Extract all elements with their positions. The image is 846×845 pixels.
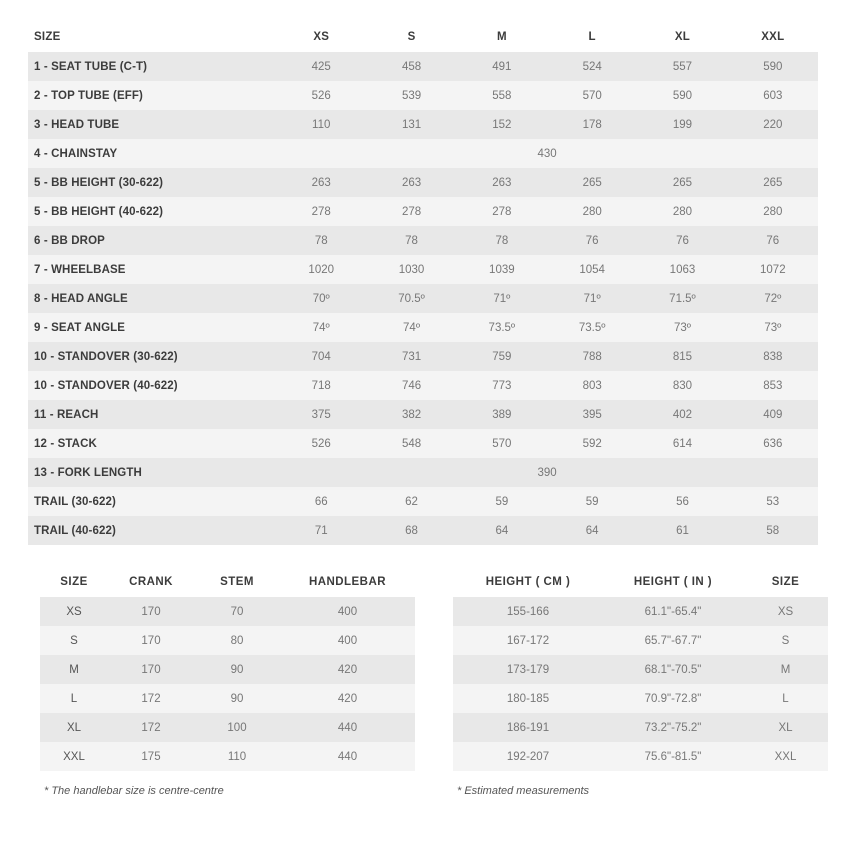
row-label: 6 - BB DROP: [28, 226, 276, 255]
table-row: [453, 684, 828, 713]
heights-header-cm: HEIGHT ( CM ): [453, 567, 603, 597]
row-value: 526: [276, 429, 366, 458]
row-value: 773: [457, 371, 547, 400]
row-value: 548: [366, 429, 456, 458]
components-block: [40, 567, 415, 797]
geometry-header-s: S: [366, 22, 456, 52]
row-value: 263: [366, 168, 456, 197]
row-value: 409: [728, 400, 818, 429]
row-label: 4 - CHAINSTAY: [28, 139, 276, 168]
row-value: 78: [276, 226, 366, 255]
row-height-cm: 155-166: [453, 597, 603, 626]
row-value: 76: [547, 226, 637, 255]
row-value: 557: [637, 52, 727, 81]
row-value: 78: [366, 226, 456, 255]
row-label: 9 - SEAT ANGLE: [28, 313, 276, 342]
row-value: 524: [547, 52, 637, 81]
table-row: [40, 655, 415, 684]
row-height-cm: 192-207: [453, 742, 603, 771]
table-row: [453, 597, 828, 626]
row-value: 1039: [457, 255, 547, 284]
row-crank: 170: [108, 626, 194, 655]
row-crank: 170: [108, 655, 194, 684]
row-value: 278: [366, 197, 456, 226]
row-height-in: 75.6"-81.5": [603, 742, 743, 771]
row-label: 12 - STACK: [28, 429, 276, 458]
row-value: 853: [728, 371, 818, 400]
row-value: 61: [637, 516, 727, 545]
table-row: [28, 226, 818, 255]
components-header-size: SIZE: [40, 567, 108, 597]
row-label: 10 - STANDOVER (40-622): [28, 371, 276, 400]
row-size: L: [40, 684, 108, 713]
components-table-header: [40, 567, 415, 597]
heights-table: [453, 567, 828, 771]
geometry-header-xs: XS: [276, 22, 366, 52]
table-row: [28, 168, 818, 197]
row-value: 590: [637, 81, 727, 110]
row-size: XL: [743, 713, 828, 742]
geometry-header-xxl: XXL: [728, 22, 818, 52]
row-label: 13 - FORK LENGTH: [28, 458, 276, 487]
row-value: 788: [547, 342, 637, 371]
row-value: 1030: [366, 255, 456, 284]
row-stem: 110: [194, 742, 280, 771]
heights-header-in: HEIGHT ( IN ): [603, 567, 743, 597]
row-label: 5 - BB HEIGHT (40-622): [28, 197, 276, 226]
row-value: 636: [728, 429, 818, 458]
row-size: XS: [743, 597, 828, 626]
table-row: [28, 313, 818, 342]
row-value: 72º: [728, 284, 818, 313]
row-value: 458: [366, 52, 456, 81]
row-value: 59: [457, 487, 547, 516]
row-value: 76: [637, 226, 727, 255]
row-size: S: [40, 626, 108, 655]
row-value: 56: [637, 487, 727, 516]
row-value: 265: [637, 168, 727, 197]
row-height-in: 70.9"-72.8": [603, 684, 743, 713]
row-value: 815: [637, 342, 727, 371]
table-row: [40, 742, 415, 771]
row-value: 53: [728, 487, 818, 516]
row-value: 71º: [457, 284, 547, 313]
row-label: 2 - TOP TUBE (EFF): [28, 81, 276, 110]
geometry-header-l: L: [547, 22, 637, 52]
row-value: 1054: [547, 255, 637, 284]
row-value: 73º: [637, 313, 727, 342]
heights-table-body: [453, 597, 828, 771]
row-value: 375: [276, 400, 366, 429]
row-size: XXL: [743, 742, 828, 771]
row-value: 265: [547, 168, 637, 197]
row-value: 526: [276, 81, 366, 110]
row-value: 395: [547, 400, 637, 429]
row-value: 558: [457, 81, 547, 110]
row-value: 220: [728, 110, 818, 139]
row-size: M: [743, 655, 828, 684]
row-value: 280: [547, 197, 637, 226]
table-row: [40, 713, 415, 742]
row-size: M: [40, 655, 108, 684]
row-value: 830: [637, 371, 727, 400]
table-row: [40, 626, 415, 655]
row-value: 64: [547, 516, 637, 545]
row-value: 759: [457, 342, 547, 371]
row-value: 58: [728, 516, 818, 545]
row-size: XS: [40, 597, 108, 626]
row-size: S: [743, 626, 828, 655]
table-header-row: [453, 567, 828, 597]
row-value: 62: [366, 487, 456, 516]
row-value: 603: [728, 81, 818, 110]
table-row: [28, 139, 818, 168]
table-row: [28, 110, 818, 139]
row-crank: 170: [108, 597, 194, 626]
row-crank: 175: [108, 742, 194, 771]
row-label: TRAIL (30-622): [28, 487, 276, 516]
table-row: [40, 597, 415, 626]
row-label: 7 - WHEELBASE: [28, 255, 276, 284]
row-value: 263: [276, 168, 366, 197]
row-value: 590: [728, 52, 818, 81]
row-label: 11 - REACH: [28, 400, 276, 429]
row-value: 78: [457, 226, 547, 255]
row-stem: 100: [194, 713, 280, 742]
row-value: 731: [366, 342, 456, 371]
row-value: 71º: [547, 284, 637, 313]
geometry-table-header: [28, 22, 818, 52]
components-header-crank: CRANK: [108, 567, 194, 597]
table-row: [453, 655, 828, 684]
components-table: [40, 567, 415, 771]
geometry-table: [28, 22, 818, 545]
row-value-span: 390: [276, 458, 818, 487]
components-table-body: [40, 597, 415, 771]
row-value: 59: [547, 487, 637, 516]
table-row: [453, 742, 828, 771]
row-value-span: 430: [276, 139, 818, 168]
row-label: TRAIL (40-622): [28, 516, 276, 545]
row-stem: 90: [194, 684, 280, 713]
row-value: 68: [366, 516, 456, 545]
table-row: [453, 713, 828, 742]
table-row: [28, 371, 818, 400]
row-stem: 90: [194, 655, 280, 684]
row-handlebar: 420: [280, 655, 415, 684]
row-value: 402: [637, 400, 727, 429]
row-height-cm: 173-179: [453, 655, 603, 684]
row-label: 8 - HEAD ANGLE: [28, 284, 276, 313]
row-value: 131: [366, 110, 456, 139]
row-height-in: 61.1"-65.4": [603, 597, 743, 626]
row-value: 592: [547, 429, 637, 458]
heights-table-header: [453, 567, 828, 597]
row-value: 74º: [276, 313, 366, 342]
row-handlebar: 400: [280, 597, 415, 626]
row-value: 803: [547, 371, 637, 400]
row-stem: 70: [194, 597, 280, 626]
row-height-cm: 167-172: [453, 626, 603, 655]
row-value: 265: [728, 168, 818, 197]
table-header-row: [28, 22, 818, 52]
row-value: 178: [547, 110, 637, 139]
row-value: 1072: [728, 255, 818, 284]
heights-header-size: SIZE: [743, 567, 828, 597]
row-value: 278: [276, 197, 366, 226]
row-value: 614: [637, 429, 727, 458]
row-value: 71: [276, 516, 366, 545]
table-row: [28, 487, 818, 516]
row-height-cm: 186-191: [453, 713, 603, 742]
row-value: 64: [457, 516, 547, 545]
row-value: 1020: [276, 255, 366, 284]
row-height-in: 73.2"-75.2": [603, 713, 743, 742]
row-value: 539: [366, 81, 456, 110]
row-value: 280: [728, 197, 818, 226]
table-row: [28, 516, 818, 545]
row-value: 280: [637, 197, 727, 226]
row-size: XXL: [40, 742, 108, 771]
row-crank: 172: [108, 684, 194, 713]
components-footnote: * The handlebar size is centre-centre: [44, 785, 224, 797]
row-value: 704: [276, 342, 366, 371]
row-handlebar: 420: [280, 684, 415, 713]
row-value: 73.5º: [547, 313, 637, 342]
row-value: 838: [728, 342, 818, 371]
row-label: 10 - STANDOVER (30-622): [28, 342, 276, 371]
geometry-table-body: [28, 52, 818, 545]
row-handlebar: 440: [280, 713, 415, 742]
row-size: L: [743, 684, 828, 713]
row-value: 1063: [637, 255, 727, 284]
table-row: [28, 284, 818, 313]
heights-footnote: * Estimated measurements: [457, 785, 590, 797]
row-height-in: 68.1"-70.5": [603, 655, 743, 684]
row-crank: 172: [108, 713, 194, 742]
geometry-header-xl: XL: [637, 22, 727, 52]
components-header-stem: STEM: [194, 567, 280, 597]
row-stem: 80: [194, 626, 280, 655]
lower-tables: [28, 567, 818, 797]
table-row: [28, 458, 818, 487]
row-value: 110: [276, 110, 366, 139]
row-value: 199: [637, 110, 727, 139]
row-value: 570: [457, 429, 547, 458]
row-value: 70.5º: [366, 284, 456, 313]
table-row: [28, 81, 818, 110]
table-row: [453, 626, 828, 655]
table-row: [28, 255, 818, 284]
table-row: [28, 342, 818, 371]
row-label: 3 - HEAD TUBE: [28, 110, 276, 139]
row-value: 152: [457, 110, 547, 139]
table-row: [40, 684, 415, 713]
table-row: [28, 400, 818, 429]
geometry-header-size: SIZE: [28, 22, 276, 52]
heights-block: [453, 567, 828, 797]
row-value: 746: [366, 371, 456, 400]
row-handlebar: 400: [280, 626, 415, 655]
row-value: 71.5º: [637, 284, 727, 313]
row-value: 718: [276, 371, 366, 400]
table-row: [28, 197, 818, 226]
row-value: 491: [457, 52, 547, 81]
row-value: 70º: [276, 284, 366, 313]
row-value: 76: [728, 226, 818, 255]
row-value: 66: [276, 487, 366, 516]
geometry-header-m: M: [457, 22, 547, 52]
row-label: 1 - SEAT TUBE (C-T): [28, 52, 276, 81]
row-value: 570: [547, 81, 637, 110]
row-value: 425: [276, 52, 366, 81]
table-row: [28, 429, 818, 458]
row-size: XL: [40, 713, 108, 742]
row-value: 278: [457, 197, 547, 226]
row-value: 382: [366, 400, 456, 429]
row-height-cm: 180-185: [453, 684, 603, 713]
row-value: 73º: [728, 313, 818, 342]
table-header-row: [40, 567, 415, 597]
components-header-handlebar: HANDLEBAR: [280, 567, 415, 597]
row-label: 5 - BB HEIGHT (30-622): [28, 168, 276, 197]
row-value: 263: [457, 168, 547, 197]
row-value: 73.5º: [457, 313, 547, 342]
row-value: 389: [457, 400, 547, 429]
table-row: [28, 52, 818, 81]
row-value: 74º: [366, 313, 456, 342]
row-height-in: 65.7"-67.7": [603, 626, 743, 655]
row-handlebar: 440: [280, 742, 415, 771]
